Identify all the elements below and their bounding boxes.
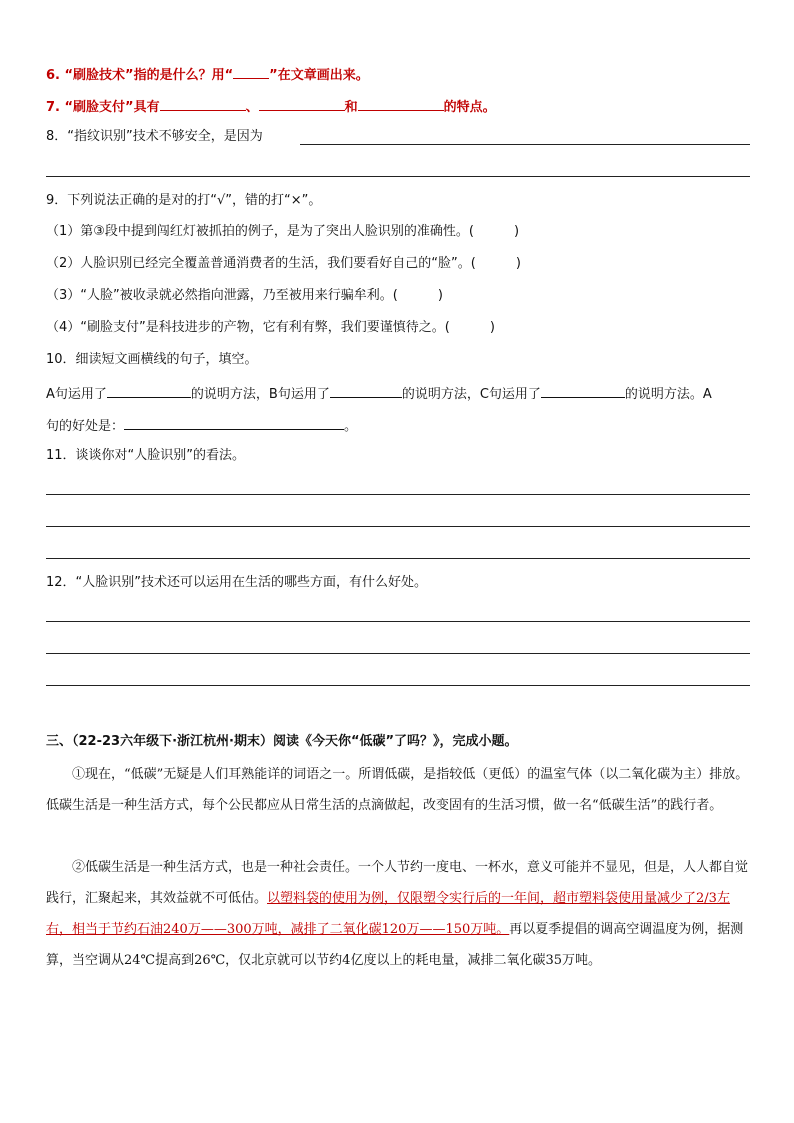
- question-9-item: （2）人脸识别已经完全覆盖普通消费者的生活，我们要看好自己的“脸”。( ): [46, 256, 521, 271]
- answer-line[interactable]: [300, 144, 750, 145]
- answer-blank[interactable]: [541, 383, 625, 398]
- answer-line[interactable]: [46, 494, 750, 495]
- question-6: 6. “刷脸技术”指的是什么？用“ ”在文章画出来。: [46, 64, 369, 85]
- question-7: 7. “刷脸支付”具有 、 和 的特点。: [46, 96, 496, 117]
- question-9-item: （4）“刷脸支付”是科技进步的产物，它有利有弊，我们要谨慎待之。( ): [46, 320, 495, 335]
- answer-line[interactable]: [46, 653, 750, 654]
- answer-blank[interactable]: [259, 96, 345, 111]
- answer-line[interactable]: [46, 685, 750, 686]
- answer-blank[interactable]: [160, 96, 246, 111]
- question-10-title: 10．细读短文画横线的句子，填空。: [46, 352, 258, 367]
- answer-line[interactable]: [46, 526, 750, 527]
- answer-blank[interactable]: [358, 96, 444, 111]
- answer-blank[interactable]: [107, 383, 191, 398]
- answer-blank[interactable]: [330, 383, 402, 398]
- question-11-title: 11．谈谈你对“人脸识别”的看法。: [46, 448, 246, 463]
- answer-line[interactable]: [46, 176, 750, 177]
- underlined-sentence: 以塑料袋的使用为例，仅限塑令实行后的一年间，超市塑料袋使用量减少了2/3左右，相当于节约石油240万——300万吨，减排了二氧化碳120万——150万吨。: [46, 891, 730, 937]
- passage-paragraph-1: ①现在，“低碳”无疑是人们耳熟能详的词语之一。所谓低碳，是指较低（更低）的温室气体（以二氧化碳为主）排放。低碳生活是一种生活方式，每个公民都应从日常生活的点滴做起，改变固有的生活习惯，做一名“低碳生活”的践行者。: [46, 767, 749, 813]
- question-10-benefit: 句的好处是： 。: [46, 415, 357, 436]
- section-3-heading: 三、（22-23六年级下·浙江杭州·期末）阅读《今天你“低碳”了吗？》，完成小题。: [46, 734, 518, 749]
- question-9-title: 9．下列说法正确的是对的打“√”，错的打“×”。: [46, 193, 322, 208]
- question-9-item: （1）第③段中提到闯红灯被抓拍的例子，是为了突出人脸识别的准确性。( ): [46, 224, 520, 239]
- answer-line[interactable]: [46, 621, 750, 622]
- question-10-fill: A句运用了 的说明方法，B句运用了 的说明方法，C句运用了 的说明方法。A: [46, 383, 712, 404]
- question-8: 8．“指纹识别”技术不够安全，是因为: [46, 129, 263, 144]
- answer-line[interactable]: [46, 558, 750, 559]
- question-9-item: （3）“人脸”被收录就必然指向泄露，乃至被用来行骗牟利。( ): [46, 288, 443, 303]
- answer-blank[interactable]: [233, 64, 269, 79]
- answer-blank[interactable]: [124, 415, 344, 430]
- passage-paragraph-2: ②低碳生活是一种生活方式，也是一种社会责任。一个人节约一度电、一杯水，意义可能并不显见，但是，人人都自觉践行，汇聚起来，其效益就不可低估。以塑料袋的使用为例，仅限塑令实行后的一年间，超市塑料袋使用量减少了2/3左右，相当于节约石油240万——300万吨，减排了二氧化碳120万——150万吨。再以夏季提倡的调高空调温度为例，据测算，当空调从24℃提高到26℃，仅北京就可以节约4亿度以上的耗电量，减排二氧化碳35万吨。: [46, 860, 749, 968]
- question-12-title: 12．“人脸识别”技术还可以运用在生活的哪些方面，有什么好处。: [46, 575, 428, 590]
